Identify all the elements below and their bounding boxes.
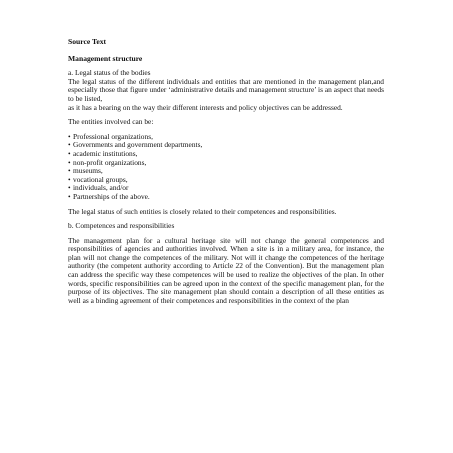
bullet-icon: • xyxy=(68,191,71,201)
bullet-icon: • xyxy=(68,174,71,184)
entities-list xyxy=(68,133,384,202)
list-item-text: individuals, and/or xyxy=(73,183,129,193)
list-item-text: museums, xyxy=(73,166,103,176)
bullet-icon: • xyxy=(68,148,71,158)
entities-intro: The entities involved can be: xyxy=(68,117,154,127)
part-b-paragraph: The management plan for a cultural heritage site will not change the general competences and responsibilities of agencies and authorities involved. When a site is in a military area, for instance, the plan will not change the competences of the military. Not will it change the competences of the heritage authority (the competent authority according to Article 22 of the Convention). But the management plan can address the specific way these competences will be used to realize the objectives of the plan. In other words, specific responsibilities can be agreed upon in the context of the specific management plan, for the purpose of its objectives. The site management plan should contain a description of all these entities as well as a binding agreement of their competences and responsibilities in the context of the plan xyxy=(68,235,384,305)
part-a-paragraph-continued: as it has a bearing on the way their different interests and policy objectives can be addressed. xyxy=(68,102,343,112)
part-a-label: a. Legal status of the bodies xyxy=(68,68,151,78)
list-item-text: vocational groups, xyxy=(73,174,128,184)
bullet-icon: • xyxy=(68,157,71,167)
list-item-text: Partnerships of the above. xyxy=(73,191,150,201)
list-item-text: academic institutions, xyxy=(73,148,138,158)
section-heading: Management structure xyxy=(68,53,143,63)
list-item xyxy=(68,193,384,202)
list-item-text: Governments and government departments, xyxy=(73,140,203,150)
part-a-paragraph: The legal status of the different individuals and entities that are mentioned in the management plan,and especially those that figure under ‘administrative details and management structure’ is an aspect that needs to be listed, xyxy=(68,76,384,103)
document-page xyxy=(68,38,384,311)
source-heading: Source Text xyxy=(68,37,107,46)
list-item xyxy=(68,159,384,168)
bullet-icon: • xyxy=(68,131,71,141)
list-item-text: Professional organizations, xyxy=(73,131,153,141)
bullet-icon: • xyxy=(68,183,71,193)
bullet-icon: • xyxy=(68,166,71,176)
part-a-closing: The legal status of such entities is closely related to their competences and responsibilities. xyxy=(68,206,337,216)
bullet-icon: • xyxy=(68,140,71,150)
part-b-label: b. Competences and responsibilities xyxy=(68,221,175,231)
list-item-text: non-profit organizations, xyxy=(73,157,147,167)
